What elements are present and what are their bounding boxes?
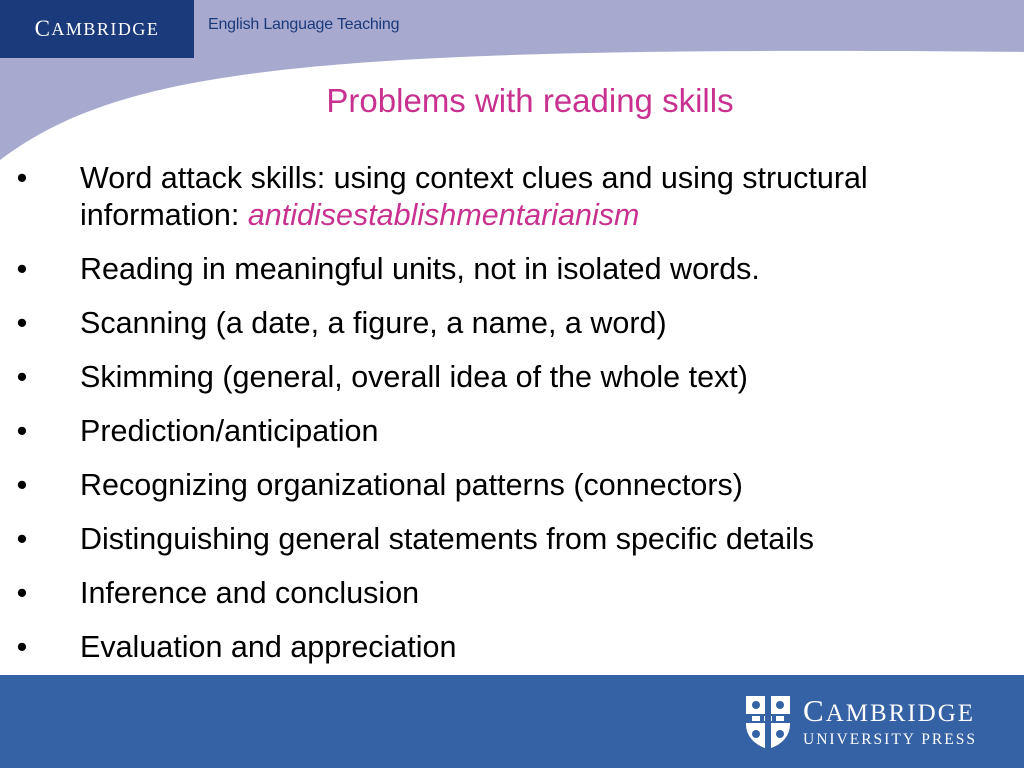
- bullet-item: [0, 521, 1024, 558]
- bullet-item: [0, 629, 1024, 666]
- footer-brand-name: CAMBRIDGE: [803, 693, 976, 728]
- bullet-list: [0, 160, 1024, 683]
- cambridge-logo: C AMBRIDGE: [0, 0, 194, 58]
- slide-title: Problems with reading skills: [326, 82, 734, 119]
- bullet-text: Evaluation and appreciation: [80, 630, 457, 664]
- bullet-text: Distinguishing general statements from specific details: [80, 522, 815, 556]
- bullet-text: Recognizing organizational patterns (connectors): [80, 468, 743, 502]
- footer-press-label: UNIVERSITY PRESS: [803, 731, 977, 748]
- bullet-item: [0, 467, 1024, 504]
- bullet-text: Prediction/anticipation: [80, 414, 379, 448]
- bullet-item: [0, 305, 1024, 342]
- bullet-text: Skimming (general, overall idea of the whole text): [80, 360, 748, 394]
- bullet-text: Inference and conclusion: [80, 576, 420, 610]
- bullet-icon: •: [16, 414, 28, 448]
- bullet-icon: •: [16, 468, 28, 502]
- bullet-text: Word attack skills: using context clues and using structural information:: [80, 161, 868, 232]
- bullet-item: [0, 359, 1024, 396]
- bullet-item: [0, 575, 1024, 612]
- bullet-icon: •: [16, 252, 28, 286]
- bullet-icon: •: [16, 306, 28, 340]
- header-subtitle: English Language Teaching: [208, 16, 400, 33]
- bullet-icon: •: [16, 576, 28, 610]
- bullet-text: Scanning (a date, a figure, a name, a word): [80, 306, 667, 340]
- bullet-text: Reading in meaningful units, not in isolated words.: [80, 252, 760, 286]
- bullet-item: [0, 251, 1024, 288]
- bullet-icon: •: [16, 522, 28, 556]
- bullet-emphasis-text: antidisestablishmentarianism: [247, 198, 640, 232]
- bullet-icon: •: [16, 161, 28, 195]
- bullet-item: [0, 160, 1024, 234]
- bullet-icon: •: [16, 360, 28, 394]
- cambridge-crest-icon: [744, 694, 792, 750]
- cambridge-university-press-logo: [803, 693, 977, 749]
- bullet-item: [0, 413, 1024, 450]
- bullet-icon: •: [16, 630, 28, 664]
